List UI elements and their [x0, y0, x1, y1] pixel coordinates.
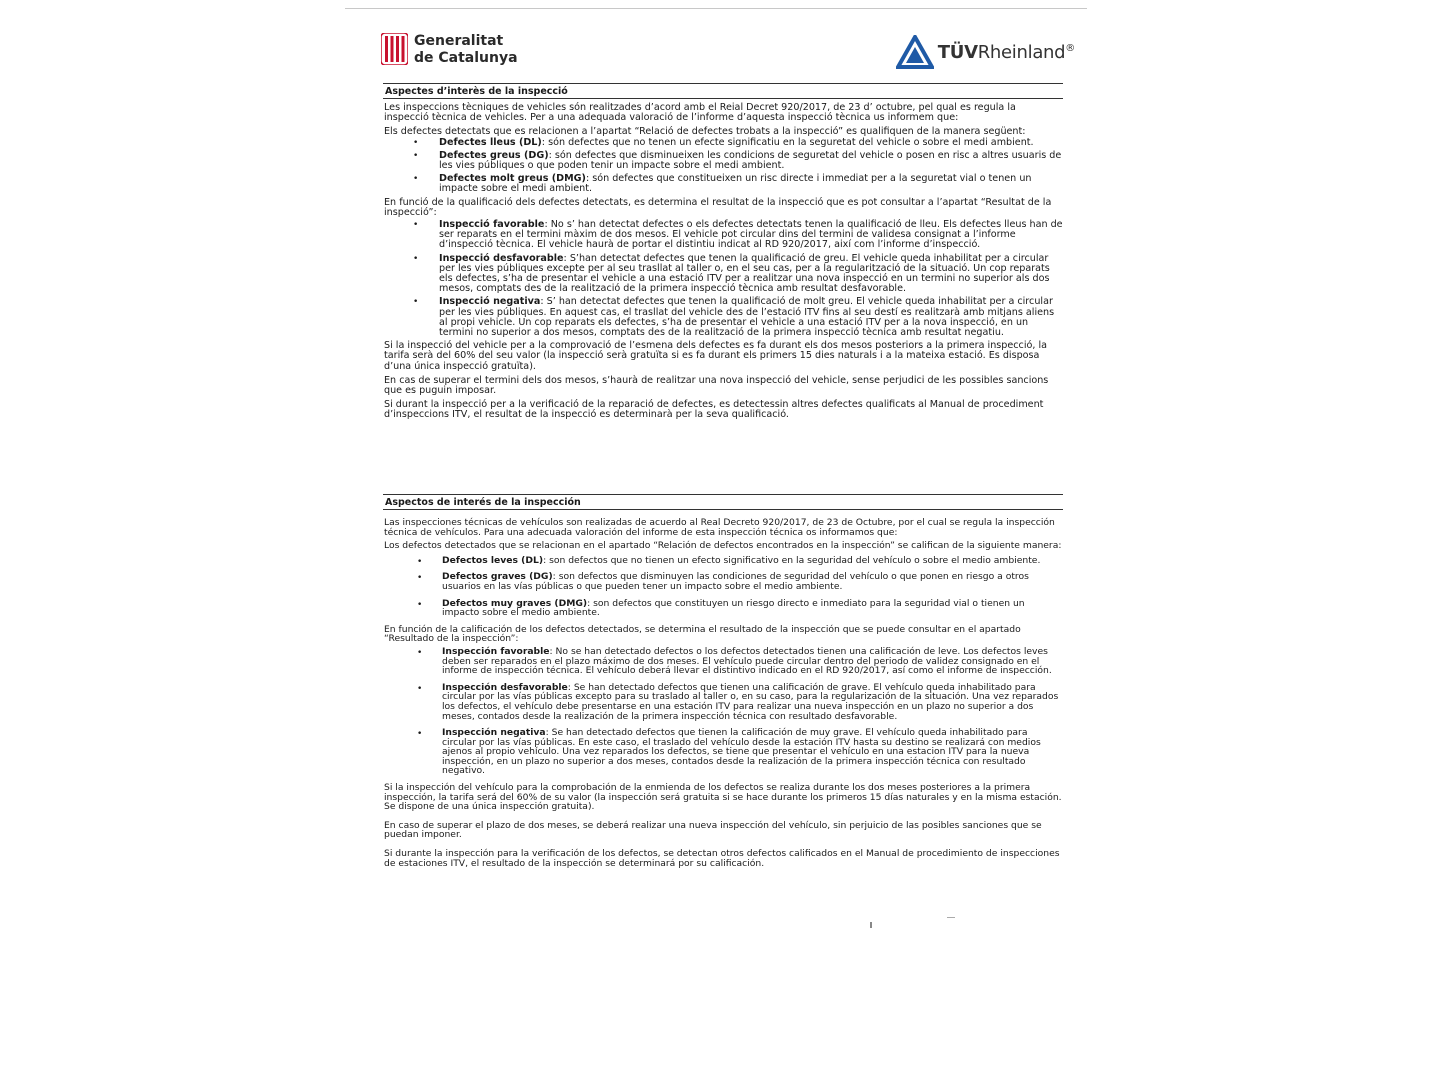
catalan-results-list [383, 220, 1063, 338]
list-item: • Inspecció desfavorable: S’han detectat defectes que tenen la qualificació de greu. El vehicle queda inhabilitat per a circular per les vies públiques excepte per al seu trasllat al taller o, en el seu cas, per a la regularització de la situació. Un cop reparats els defectes, s’ha de presentar el vehicle a una estació ITV per a realitzar una nova inspecció en un termini no superior als dos mesos, comptats des de la realització de la primera inspecció tècnica amb resultat desfavorable. [413, 252, 1050, 295]
tuv-brand-bold: TÜV [937, 41, 978, 63]
spanish-result-intro: En función de la calificación de los defectos detectados, se determina el resultado de la inspección que se puede consultar en el apartado “Resultado de la inspección”: [384, 623, 1021, 645]
gencat-wordmark [414, 33, 518, 67]
catalan-heading: Aspectes d’interès de la inspecció [383, 83, 1063, 99]
list-item: • Defectes molt greus (DMG): són defectes que constitueixen un risc directe i immediat per a la seguretat vial o tenen un impacte sobre el medi ambient. [413, 173, 1032, 195]
gencat-line-2: de Catalunya [414, 50, 518, 66]
catalan-intro: Les inspeccions tècniques de vehicles són realitzades d’acord amb el Reial Decret 920/2017, de 23 d’ octubre, pel qual es regula la inspecció tècnica de vehicles. Per a una adequada valoració de l’informe d’aquesta inspecció tècnica us informem que: [384, 102, 1016, 124]
spanish-tarifa-paragraph: Si la inspección del vehículo para la comprobación de la enmienda de los defectos se realiza durante los dos meses posteriores a la primera inspección, la tarifa será del 60% de su valor (la inspección será gratuita si se hace durante los primeros 15 días naturales y en la misma estación. Se dispone de una única inspección gratuita). [384, 782, 1062, 813]
list-item: • Defectos leves (DL): son defectos que no tienen un efecto significativo en la seguridad del vehículo o sobre el medio ambiente. [417, 554, 1041, 567]
tuv-wordmark [938, 42, 1075, 63]
gencat-line-1: Generalitat [414, 33, 504, 49]
tuv-registered-mark: ® [1065, 42, 1075, 54]
catalan-tarifa-paragraph: Si la inspecció del vehicle per a la comprovació de l’esmena dels defectes es fa durant els dos mesos posteriors a la primera inspecció, la tarifa serà del 60% del seu valor (la inspecció serà gratuïta si es fa durant els primers 15 dies naturals i a la mateixa estació. Es disposa d’una única inspecció gratuïta). [384, 340, 1048, 372]
list-item: • Inspección desfavorable: Se han detectado defectos que tienen una calificación de grave. El vehículo queda inhabilitado para circular por las vías públicas excepto para su traslado al taller o, en su caso, para la regularización de la situación. Una vez reparados los defectos, el vehículo debe presentarse en una estación ITV para realizar una nueva inspección en un plazo no superior a dos meses, contados desde la realización de la primera inspección técnica con resultado desfavorable. [417, 681, 1059, 722]
spanish-section [383, 494, 1063, 872]
spanish-defects-list [383, 556, 1063, 618]
list-item: • Inspecció negativa: S’ han detectat defectes que tenen la qualificació de molt greu. El vehicle queda inhabilitat per a circular per les vies públiques. En aquest cas, el trasllat del vehicle des de l’estació ITV fins al seu destí es realitzarà amb mitjans aliens al propi vehicle. Un cop reparats els defectes, s’ha de presentar el vehicle a una estació ITV per a la nova inspecció, en un termini no superior a dos mesos, comptats des de la realització de la primera inspecció tècnica amb resultat negatiu. [413, 296, 1055, 339]
catalan-defects-list [383, 138, 1063, 195]
catalan-section [383, 83, 1063, 425]
list-item: • Inspección negativa: Se han detectado defectos que tienen la calificación de muy grave. El vehículo queda inhabilitado para circular por las vías públicas. En este caso, el traslado del vehículo desde la estación ITV hasta su destino se realizará con medios ajenos al propio vehículo. Una vez reparados los defectos, se tiene que presentar el vehículo en una estacion ITV para la nueva inspección, en un plazo no superior a dos meses, contados desde la realización de la primera inspección técnica con resultado negativo. [417, 727, 1041, 777]
list-item: • Defectes greus (DG): són defectes que disminueixen les condicions de seguretat del vehicle o posen en risc a altres usuaris de les vies públiques o que poden tenir un impacte sobre el medi ambient. [413, 149, 1062, 172]
spanish-manual-paragraph: Si durante la inspección para la verificación de los defectos, se detectan otros defectos calificados en el Manual de procedimiento de inspecciones de estaciones ITV, el resultado de la inspección se determinará por su calificación. [384, 848, 1060, 869]
tuv-triangle-icon [896, 35, 934, 69]
tuv-logo-block [896, 35, 1075, 69]
list-item: • Defectos graves (DG): son defectos que disminuyen las condiciones de seguridad del vehículo o que ponen en riesgo a otros usuarios en las vías públicas o que pueden tener un impacto sobre el medio ambiente. [417, 571, 1029, 592]
catalan-result-intro: En funció de la qualificació dels defectes detectats, es determina el resultat de la inspecció que es pot consultar a l’apartat “Resultat de la inspecció”: [384, 196, 1052, 218]
spanish-plazo-paragraph: En caso de superar el plazo de dos meses, se deberá realizar una nueva inspección del vehículo, sin perjuicio de las posibles sanciones que se puedan imponer. [384, 819, 1042, 841]
scanned-document [345, 8, 1087, 1069]
list-item: • Defectos muy graves (DMG): son defectos que constituyen un riesgo directo e inmediato para la seguridad vial o tienen un impacto sobre el medio ambiente. [417, 597, 1025, 619]
spanish-defects-intro: Los defectos detectados que se relacionan en el apartado “Relación de defectos encontrados en la inspección” se califican de la siguiente manera: [384, 540, 1062, 552]
spanish-heading: Aspectos de interés de la inspección [383, 494, 1063, 510]
list-item: • Defectes lleus (DL): són defectes que no tenen un efecte significatiu en la seguretat del vehicle o sobre el medi ambient. [413, 136, 1034, 148]
spanish-intro: Las inspecciones técnicas de vehículos son realizadas de acuerdo al Real Decreto 920/2017, de 23 de Octubre, por el cual se regula la inspección técnica de vehículos. Para una adecuada valoración del informe de esta inspección técnica os informamos que: [384, 517, 1055, 538]
tuv-brand-rest: Rheinland [977, 41, 1066, 63]
list-item: • Inspecció favorable: No s’ han detectat defectes o els defectes detectats tenen la qualificació de lleu. Els defectes lleus han de ser reparats en el termini màxim de dos mesos. El vehicle pot circular dins del termini de validesa consignat a l’informe d’inspecció tècnica. El vehicle haurà de portar el distintiu indicat al RD 920/2017, així com l’informe d’inspecció. [413, 219, 1063, 251]
catalan-termini-paragraph: En cas de superar el termini dels dos mesos, s’haurà de realitzar una nova inspecció del vehicle, sense perjudici de les possibles sancions que es puguin imposar. [384, 374, 1049, 397]
gencat-senyera-icon [381, 33, 408, 65]
document-header [381, 33, 1075, 83]
gencat-logo-block [381, 33, 518, 67]
spanish-results-list [383, 647, 1063, 776]
catalan-defects-intro: Els defectes detectats que es relacionen a l’apartat “Relació de defectes trobats a la inspecció” es qualifiquen de la manera següent: [384, 126, 1026, 138]
list-item: • Inspección favorable: No se han detectado defectos o los defectos detectados tienen una calificación de leve. Los defectos leves deben ser reparados en el plazo máximo de dos meses. El vehículo puede circular dentro del periodo de validez consignado en el informe de inspección técnica. El vehículo deberá llevar el distintivo indicado en el RD 920/2017, así como el informe de inspección. [417, 645, 1052, 677]
scan-speckles [870, 914, 970, 954]
catalan-manual-paragraph: Si durant la inspecció per a la verificació de la reparació de defectes, es detectessin altres defectes qualificats al Manual de procediment d’inspeccions ITV, el resultat de la inspecció es determinarà per la seva qualificació. [384, 399, 1044, 421]
